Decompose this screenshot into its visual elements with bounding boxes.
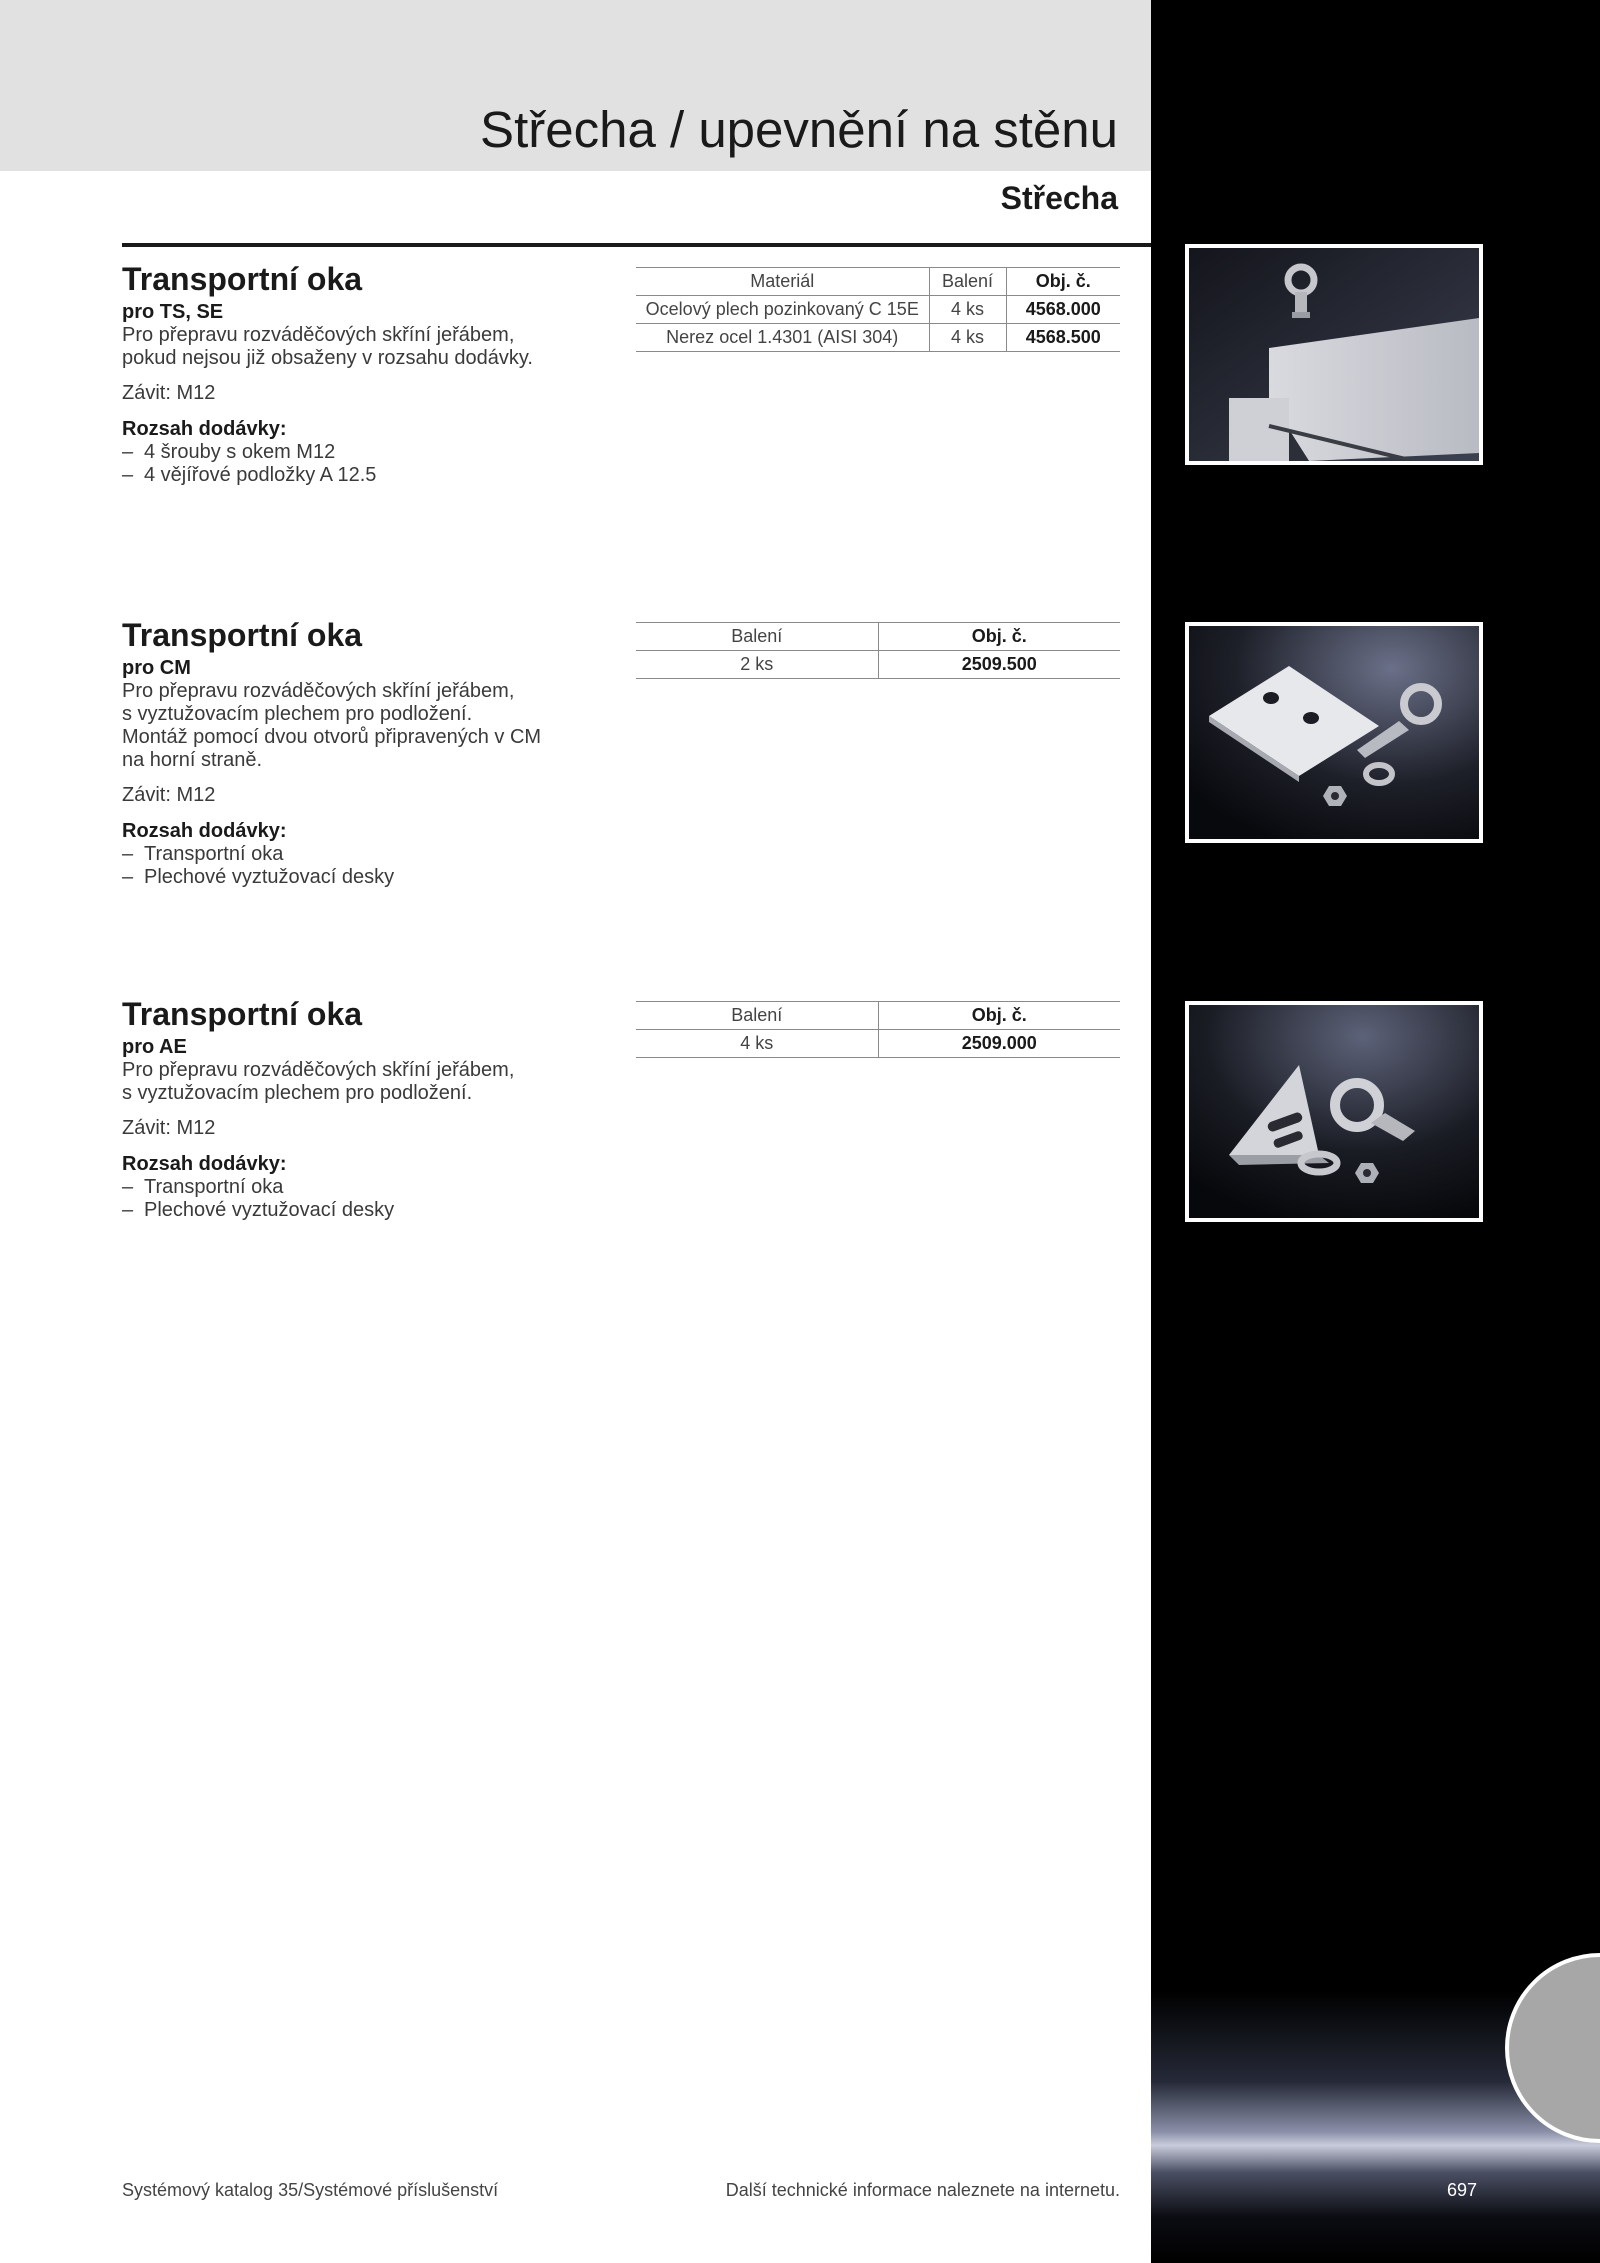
material-cell: Nerez ocel 1.4301 (AISI 304) — [636, 324, 929, 352]
table-header-row — [636, 623, 1120, 651]
product-thread: Závit: M12 — [122, 784, 216, 806]
scope-heading: Rozsah dodávky: — [122, 820, 287, 842]
column-header: Obj. č. — [1006, 268, 1120, 296]
scope-item: – 4 vějířové podložky A 12.5 — [122, 464, 377, 486]
column-header: Balení — [929, 268, 1006, 296]
product-thread: Závit: M12 — [122, 1117, 216, 1139]
footer-catalog-reference: Systémový katalog 35/Systémové příslušenství — [122, 2180, 499, 2200]
column-header: Materiál — [636, 268, 929, 296]
order-number-cell: 2509.000 — [878, 1030, 1120, 1058]
spec-table-ae — [636, 1001, 1120, 1058]
product-thread: Závit: M12 — [122, 382, 216, 404]
product-block-ae — [122, 995, 642, 1222]
product-description-line: na horní straně. — [122, 749, 263, 771]
scope-item: – Plechové vyztužovací desky — [122, 1199, 395, 1221]
product-subtitle: pro TS, SE — [122, 301, 224, 323]
column-header: Balení — [636, 623, 878, 651]
column-header: Obj. č. — [878, 1002, 1120, 1030]
product-subtitle: pro CM — [122, 657, 191, 679]
product-block-cm — [122, 616, 642, 889]
column-header: Obj. č. — [878, 623, 1120, 651]
scope-list — [122, 843, 642, 889]
product-description-line: Montáž pomocí dvou otvorů připravených v CM — [122, 726, 542, 748]
product-description-line: pokud nejsou již obsaženy v rozsahu dodávky. — [122, 347, 533, 369]
section-title: Střecha — [1000, 180, 1118, 216]
product-title: Transportní oka — [122, 261, 363, 297]
product-title: Transportní oka — [122, 617, 363, 653]
order-number-cell: 2509.500 — [878, 651, 1120, 679]
eyebolt-with-reinforcement-plate-photo — [1185, 622, 1483, 843]
order-number-cell: 4568.000 — [1006, 296, 1120, 324]
product-description-line: s vyztužovacím plechem pro podložení. — [122, 703, 473, 725]
product-description-line: Pro přepravu rozváděčových skříní jeřábem, — [122, 1059, 515, 1081]
page-number: 697 — [1447, 2180, 1478, 2200]
spec-table-ts-se — [636, 267, 1120, 352]
product-block-ts-se — [122, 260, 642, 487]
scope-item: – 4 šrouby s okem M12 — [122, 441, 336, 463]
product-description-line: Pro přepravu rozváděčových skříní jeřábem, — [122, 680, 515, 702]
page-title: Střecha / upevnění na stěnu — [480, 101, 1118, 158]
scope-item: – Transportní oka — [122, 843, 284, 865]
table-row — [636, 651, 1120, 679]
packaging-cell: 4 ks — [929, 296, 1006, 324]
scope-heading: Rozsah dodávky: — [122, 1153, 287, 1175]
scope-heading: Rozsah dodávky: — [122, 418, 287, 440]
material-cell: Ocelový plech pozinkovaný C 15E — [636, 296, 929, 324]
table-row — [636, 1030, 1120, 1058]
scope-item: – Plechové vyztužovací desky — [122, 866, 395, 888]
order-number-cell: 4568.500 — [1006, 324, 1120, 352]
column-header: Balení — [636, 1002, 878, 1030]
scope-item: – Transportní oka — [122, 1176, 284, 1198]
product-subtitle: pro AE — [122, 1036, 187, 1058]
packaging-cell: 2 ks — [636, 651, 878, 679]
table-row — [636, 296, 1120, 324]
eyebolt-with-triangular-bracket-photo — [1185, 1001, 1483, 1222]
packaging-cell: 4 ks — [929, 324, 1006, 352]
section-divider — [122, 243, 1151, 247]
product-description-line: s vyztužovacím plechem pro podložení. — [122, 1082, 473, 1104]
table-header-row — [636, 1002, 1120, 1030]
table-row — [636, 324, 1120, 352]
footer-info-note: Další technické informace naleznete na internetu. — [725, 2180, 1120, 2200]
table-header-row — [636, 268, 1120, 296]
product-description-line: Pro přepravu rozváděčových skříní jeřábem, — [122, 324, 515, 346]
scope-list — [122, 441, 642, 487]
eyebolt-on-enclosure-roof-photo — [1185, 244, 1483, 465]
scope-list — [122, 1176, 642, 1222]
spec-table-cm — [636, 622, 1120, 679]
product-title: Transportní oka — [122, 996, 363, 1032]
packaging-cell: 4 ks — [636, 1030, 878, 1058]
